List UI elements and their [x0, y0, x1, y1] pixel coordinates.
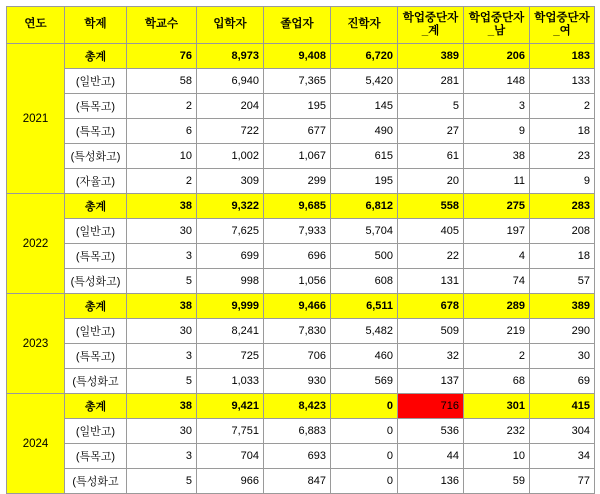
table-row [7, 69, 595, 94]
value-cell: 2 [127, 169, 197, 194]
value-cell: 275 [464, 194, 530, 219]
value-cell: 405 [398, 219, 464, 244]
value-cell: 3 [464, 94, 530, 119]
category-cell: (특목고) [65, 244, 127, 269]
value-cell: 10 [464, 444, 530, 469]
value-cell: 38 [464, 144, 530, 169]
value-cell: 500 [331, 244, 398, 269]
table-row [7, 369, 595, 394]
value-cell: 569 [331, 369, 398, 394]
value-cell: 9,466 [264, 294, 331, 319]
value-cell: 4 [464, 244, 530, 269]
value-cell: 998 [197, 269, 264, 294]
value-cell: 9,685 [264, 194, 331, 219]
value-cell: 8,423 [264, 394, 331, 419]
value-cell: 5 [127, 469, 197, 494]
value-cell: 490 [331, 119, 398, 144]
value-cell: 7,830 [264, 319, 331, 344]
table-row [7, 269, 595, 294]
value-cell: 3 [127, 444, 197, 469]
table-header-row [7, 7, 595, 44]
value-cell: 5,420 [331, 69, 398, 94]
value-cell: 38 [127, 394, 197, 419]
value-cell: 38 [127, 294, 197, 319]
value-cell: 18 [530, 119, 595, 144]
value-cell: 34 [530, 444, 595, 469]
value-cell: 59 [464, 469, 530, 494]
value-cell: 1,067 [264, 144, 331, 169]
value-cell: 148 [464, 69, 530, 94]
value-cell: 678 [398, 294, 464, 319]
value-cell: 509 [398, 319, 464, 344]
value-cell: 9,408 [264, 44, 331, 69]
value-cell: 460 [331, 344, 398, 369]
value-cell: 219 [464, 319, 530, 344]
value-cell: 608 [331, 269, 398, 294]
year-cell: 2024 [7, 394, 65, 494]
value-cell: 77 [530, 469, 595, 494]
column-header: 연도 [7, 7, 65, 44]
value-cell: 57 [530, 269, 595, 294]
value-cell: 195 [264, 94, 331, 119]
value-cell: 281 [398, 69, 464, 94]
value-cell: 722 [197, 119, 264, 144]
column-header: 학업중단자 _남 [464, 7, 530, 44]
category-cell: (일반고) [65, 419, 127, 444]
value-cell: 9 [530, 169, 595, 194]
column-header: 졸업자 [264, 7, 331, 44]
value-cell: 0 [331, 419, 398, 444]
table-row [7, 144, 595, 169]
value-cell: 696 [264, 244, 331, 269]
table-row [7, 444, 595, 469]
value-cell: 76 [127, 44, 197, 69]
value-cell: 206 [464, 44, 530, 69]
value-cell: 20 [398, 169, 464, 194]
value-cell: 6,720 [331, 44, 398, 69]
value-cell: 22 [398, 244, 464, 269]
value-cell: 677 [264, 119, 331, 144]
value-cell: 3 [127, 344, 197, 369]
value-cell: 30 [127, 319, 197, 344]
value-cell: 5,482 [331, 319, 398, 344]
value-cell: 7,751 [197, 419, 264, 444]
value-cell: 9,999 [197, 294, 264, 319]
value-cell: 5 [398, 94, 464, 119]
value-cell: 30 [127, 219, 197, 244]
value-cell: 930 [264, 369, 331, 394]
value-cell: 30 [530, 344, 595, 369]
value-cell: 9,421 [197, 394, 264, 419]
value-cell: 44 [398, 444, 464, 469]
table-body [7, 7, 595, 494]
category-cell: 총계 [65, 44, 127, 69]
value-cell: 68 [464, 369, 530, 394]
table-row [7, 394, 595, 419]
value-cell: 27 [398, 119, 464, 144]
value-cell: 30 [127, 419, 197, 444]
category-cell: (특성화고 [65, 369, 127, 394]
value-cell: 137 [398, 369, 464, 394]
category-cell: (일반고) [65, 319, 127, 344]
value-cell: 145 [331, 94, 398, 119]
year-cell: 2022 [7, 194, 65, 294]
category-cell: (특목고) [65, 344, 127, 369]
value-cell: 10 [127, 144, 197, 169]
value-cell: 2 [127, 94, 197, 119]
table-row [7, 94, 595, 119]
table-row [7, 419, 595, 444]
value-cell: 32 [398, 344, 464, 369]
table-row [7, 244, 595, 269]
value-cell: 1,056 [264, 269, 331, 294]
column-header: 학업중단자 _여 [530, 7, 595, 44]
category-cell: (특목고) [65, 444, 127, 469]
category-cell: (특목고) [65, 94, 127, 119]
value-cell: 290 [530, 319, 595, 344]
value-cell: 6 [127, 119, 197, 144]
table-row [7, 319, 595, 344]
value-cell: 61 [398, 144, 464, 169]
value-cell: 0 [331, 469, 398, 494]
value-cell: 966 [197, 469, 264, 494]
category-cell: 총계 [65, 194, 127, 219]
value-cell: 9 [464, 119, 530, 144]
value-cell: 299 [264, 169, 331, 194]
value-cell: 18 [530, 244, 595, 269]
value-cell: 208 [530, 219, 595, 244]
column-header: 학제 [65, 7, 127, 44]
category-cell: (특목고) [65, 119, 127, 144]
year-cell: 2021 [7, 44, 65, 194]
value-cell: 204 [197, 94, 264, 119]
value-cell: 0 [331, 444, 398, 469]
value-cell: 136 [398, 469, 464, 494]
value-cell: 309 [197, 169, 264, 194]
value-cell: 0 [331, 394, 398, 419]
value-cell: 304 [530, 419, 595, 444]
value-cell: 23 [530, 144, 595, 169]
value-cell: 7,365 [264, 69, 331, 94]
value-cell: 1,002 [197, 144, 264, 169]
value-cell: 289 [464, 294, 530, 319]
value-cell: 133 [530, 69, 595, 94]
category-cell: 총계 [65, 294, 127, 319]
table-row [7, 219, 595, 244]
value-cell: 9,322 [197, 194, 264, 219]
category-cell: (자율고) [65, 169, 127, 194]
value-cell: 11 [464, 169, 530, 194]
value-cell: 704 [197, 444, 264, 469]
value-cell: 8,241 [197, 319, 264, 344]
value-cell: 725 [197, 344, 264, 369]
table-row [7, 169, 595, 194]
value-cell: 615 [331, 144, 398, 169]
value-cell: 74 [464, 269, 530, 294]
value-cell: 6,812 [331, 194, 398, 219]
table-row [7, 44, 595, 69]
statistics-table [6, 6, 595, 494]
value-cell: 706 [264, 344, 331, 369]
table-row [7, 294, 595, 319]
value-cell: 5 [127, 369, 197, 394]
column-header: 학교수 [127, 7, 197, 44]
value-cell: 699 [197, 244, 264, 269]
column-header: 입학자 [197, 7, 264, 44]
value-cell: 5,704 [331, 219, 398, 244]
value-cell: 6,883 [264, 419, 331, 444]
value-cell: 389 [530, 294, 595, 319]
value-cell: 197 [464, 219, 530, 244]
value-cell: 283 [530, 194, 595, 219]
value-cell: 7,933 [264, 219, 331, 244]
year-cell: 2023 [7, 294, 65, 394]
value-cell: 847 [264, 469, 331, 494]
category-cell: (특성화고) [65, 144, 127, 169]
value-cell: 5 [127, 269, 197, 294]
value-cell: 6,511 [331, 294, 398, 319]
value-cell: 693 [264, 444, 331, 469]
column-header: 학업중단자 _계 [398, 7, 464, 44]
table-row [7, 194, 595, 219]
table-row [7, 469, 595, 494]
page-root [0, 6, 600, 488]
value-cell: 558 [398, 194, 464, 219]
value-cell: 415 [530, 394, 595, 419]
category-cell: 총계 [65, 394, 127, 419]
value-cell: 536 [398, 419, 464, 444]
value-cell: 6,940 [197, 69, 264, 94]
category-cell: (특성화고) [65, 269, 127, 294]
value-cell: 195 [331, 169, 398, 194]
value-cell: 301 [464, 394, 530, 419]
value-cell: 58 [127, 69, 197, 94]
category-cell: (일반고) [65, 69, 127, 94]
value-cell: 69 [530, 369, 595, 394]
table-row [7, 344, 595, 369]
value-cell: 232 [464, 419, 530, 444]
value-cell-highlighted: 716 [398, 394, 464, 419]
value-cell: 3 [127, 244, 197, 269]
category-cell: (일반고) [65, 219, 127, 244]
value-cell: 2 [530, 94, 595, 119]
value-cell: 8,973 [197, 44, 264, 69]
value-cell: 389 [398, 44, 464, 69]
value-cell: 131 [398, 269, 464, 294]
value-cell: 38 [127, 194, 197, 219]
column-header: 진학자 [331, 7, 398, 44]
value-cell: 183 [530, 44, 595, 69]
category-cell: (특성화고 [65, 469, 127, 494]
value-cell: 1,033 [197, 369, 264, 394]
value-cell: 2 [464, 344, 530, 369]
value-cell: 7,625 [197, 219, 264, 244]
table-row [7, 119, 595, 144]
